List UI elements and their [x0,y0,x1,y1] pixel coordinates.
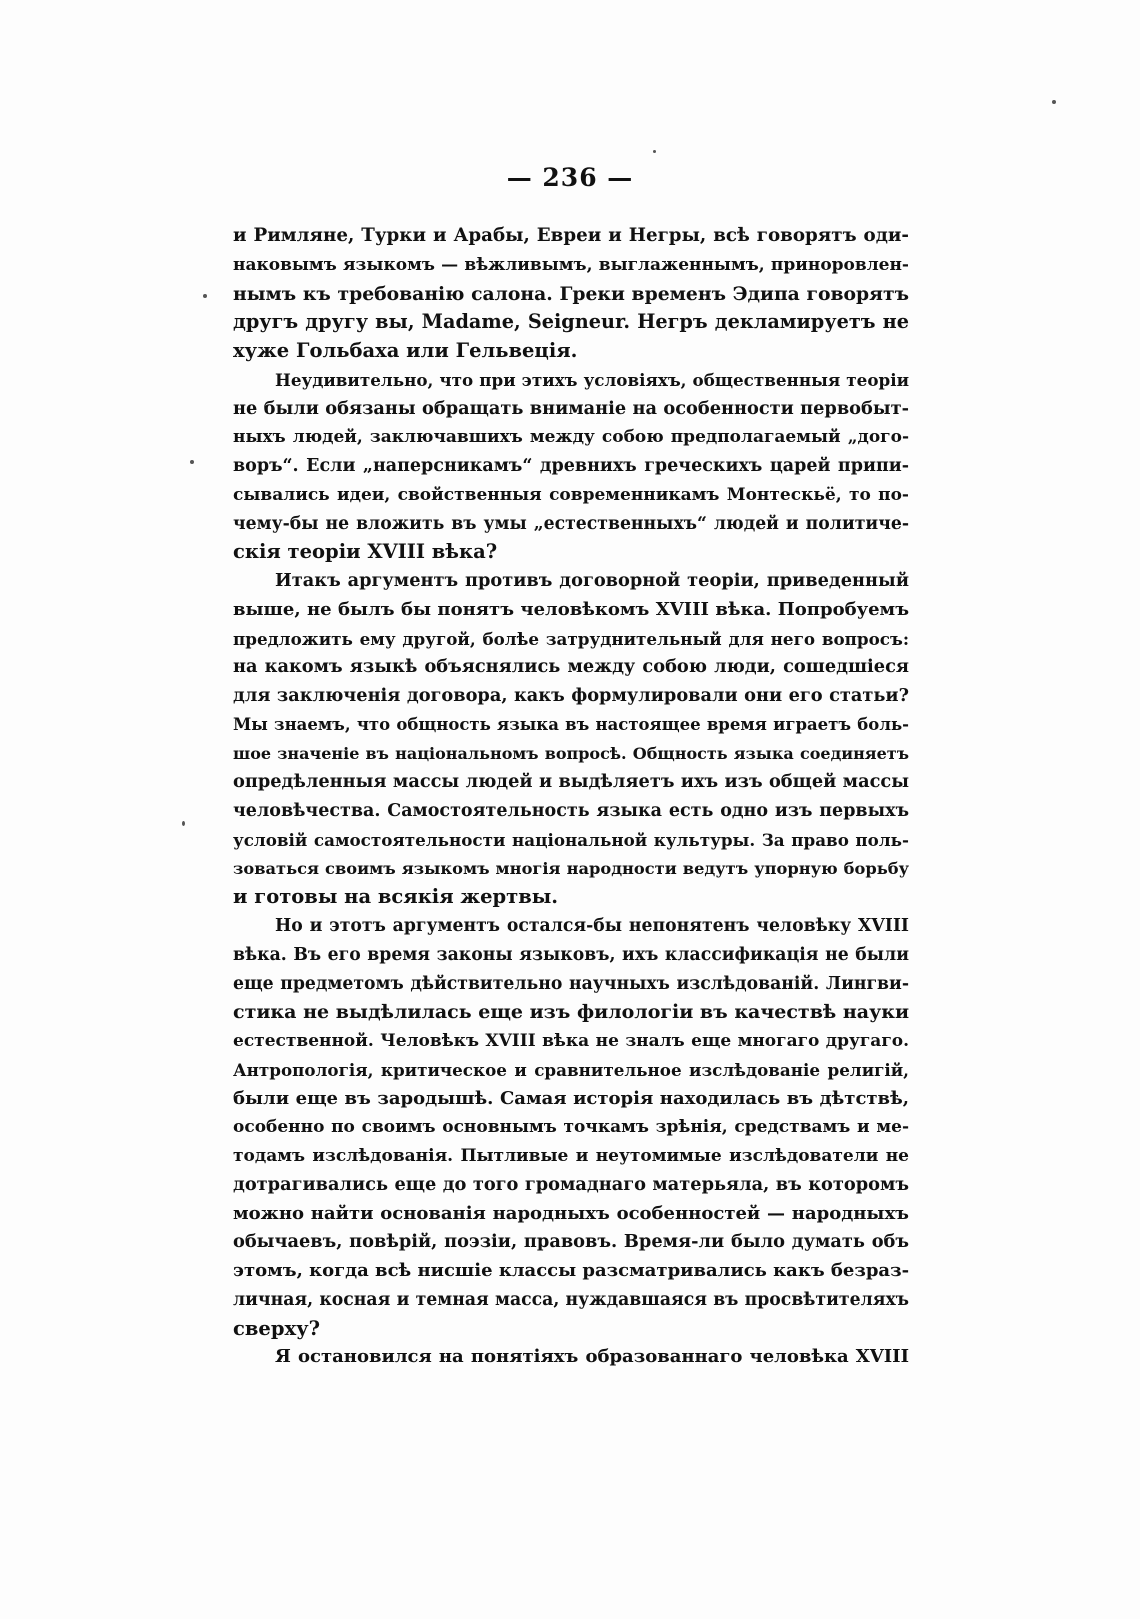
scan-speck [190,460,194,464]
text-line: не были обязаны обращать вниманіе на особенности первобыт- [233,397,909,419]
text-line: для заключенія договора, какъ формулировали они его статьи? [233,685,909,706]
text-line: сывались идеи, свойственныя современникамъ Монтескьё, то по- [233,484,909,505]
text-line: вѣка. Въ его время законы языковъ, ихъ классификація не были [233,944,909,965]
text-line: Я остановился на понятіяхъ образованнаго человѣка XVIII [275,1346,909,1368]
text-line: условій самостоятельности національной культуры. За право поль- [233,829,909,850]
text-line: скія теоріи XVIII вѣка? [233,540,498,564]
scan-speck [1052,100,1056,104]
text-line: естественной. Человѣкъ XVIII вѣка не зналъ еще многаго другаго. [233,1031,909,1051]
text-line: предложить ему другой, болѣе затруднительный для него вопросъ: [233,628,909,649]
text-line: Неудивительно, что при этихъ условіяхъ, общественныя теоріи [275,369,909,390]
text-line: воръ“. Если „наперсникамъ“ древнихъ греческихъ царей припи- [233,456,909,476]
text-line: были еще въ зародышѣ. Самая исторія находилась въ дѣтствѣ, [233,1087,909,1109]
text-line: этомъ, когда всѣ нисшіе классы разсматривались какъ безраз- [233,1260,910,1281]
page-number: — 236 — [506,163,634,192]
text-line: тодамъ изслѣдованія. Пытливые и неутомимые изслѣдователи не [233,1146,909,1166]
text-line: и готовы на всякія жертвы. [233,885,559,909]
scan-speck [653,150,656,153]
scan-speck [182,821,185,826]
text-line: шое значеніе въ національномъ вопросѣ. Общность языка соединяетъ [233,743,909,763]
text-line: чему-бы не вложить въ умы „естественныхъ“ людей и политиче- [233,513,909,534]
text-line: Но и этотъ аргументъ остался-бы непонятенъ человѣку XVIII [275,916,909,936]
text-line: Итакъ аргументъ противъ договорной теоріи, приведенный [275,570,909,591]
body-text [233,222,909,1372]
text-line: наковымъ языкомъ — вѣжливымъ, выглаженнымъ, приноровлен- [233,254,909,275]
text-line: можно найти основанія народныхъ особенностей — народныхъ [233,1202,909,1224]
text-line: человѣчества. Самостоятельность языка есть одно изъ первыхъ [233,801,909,821]
text-line: нымъ къ требованію салона. Греки временъ Эдипа говорятъ [233,282,909,305]
text-line: на какомъ языкѣ объяснялись между собою люди, сошедшіеся [233,656,909,678]
text-line: и Римляне, Турки и Арабы, Евреи и Негры, всѣ говорятъ оди- [233,225,909,246]
text-line: личная, косная и темная масса, нуждавшаяся въ просвѣтителяхъ [233,1289,909,1310]
text-line: дотрагивались еще до того громаднаго матерьяла, въ которомъ [233,1173,909,1195]
text-line: обычаевъ, повѣрій, поэзіи, правовъ. Время-ли было думать объ [233,1231,909,1253]
text-line: особенно по своимъ основнымъ точкамъ зрѣнія, средствамъ и ме- [233,1117,909,1138]
text-line: Мы знаемъ, что общность языка въ настоящее время играетъ боль- [233,714,909,734]
text-line: хуже Гольбаха или Гельвеція. [233,339,578,362]
text-line: ныхъ людей, заключавшихъ между собою предполагаемый „дого- [233,427,909,448]
text-line: другъ другу вы, Madame, Seigneur. Негръ декламируетъ не [233,310,909,334]
text-line: зоваться своимъ языкомъ многія народности ведутъ упорную борьбу [233,858,909,878]
text-line: стика не выдѣлилась еще изъ филологіи въ качествѣ науки [233,1001,910,1024]
scan-speck [203,294,207,298]
text-line: сверху? [233,1316,320,1340]
text-line: выше, не былъ бы понятъ человѣкомъ XVIII вѣка. Попробуемъ [233,598,909,620]
text-line: еще предметомъ дѣйствительно научныхъ изслѣдованій. Лингви- [233,973,909,994]
text-line: Антропологія, критическое и сравнительное изслѣдованіе религій, [233,1059,909,1080]
text-line: опредѣленныя массы людей и выдѣляетъ ихъ изъ общей массы [233,771,909,793]
